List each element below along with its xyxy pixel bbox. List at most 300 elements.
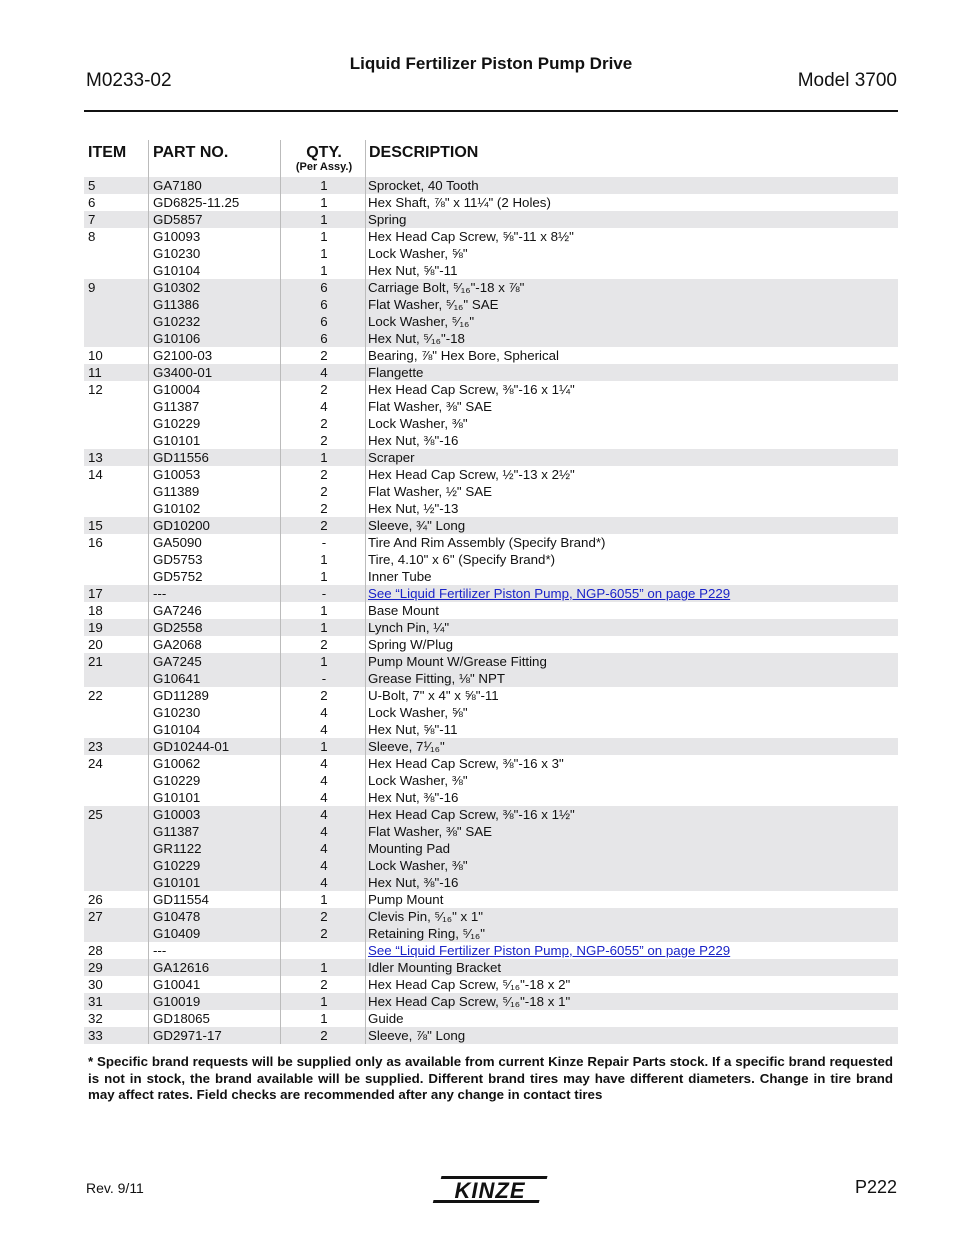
item-number: 16 — [88, 535, 103, 550]
part-number: G10302 — [153, 280, 201, 295]
model-label: Model 3700 — [797, 70, 897, 91]
description: Sleeve, 7¹⁄₁₆" — [368, 739, 445, 754]
table-row — [84, 687, 898, 704]
quantity: 2 — [320, 433, 328, 448]
item-group — [84, 211, 898, 228]
quantity: 4 — [320, 365, 328, 380]
part-number: GA7246 — [153, 603, 202, 618]
part-number: G10229 — [153, 858, 201, 873]
column-divider — [280, 517, 281, 534]
column-divider — [280, 653, 281, 687]
description-cell — [368, 942, 730, 959]
table-row — [84, 398, 898, 415]
column-divider — [365, 364, 366, 381]
item-group — [84, 534, 898, 585]
column-divider — [148, 517, 149, 534]
description: Tire, 4.10" x 6" (Specify Brand*) — [368, 552, 556, 567]
table-row — [84, 568, 898, 585]
column-divider — [365, 194, 366, 211]
kinze-logo — [430, 1174, 550, 1206]
column-divider — [280, 959, 281, 976]
column-divider — [148, 891, 149, 908]
description: Retaining Ring, ⁵⁄₁₆" — [368, 926, 485, 941]
item-number: 19 — [88, 620, 103, 635]
column-divider — [280, 1010, 281, 1027]
table-row — [84, 959, 898, 976]
table-row — [84, 636, 898, 653]
column-divider — [365, 942, 366, 959]
part-number: GA5090 — [153, 535, 202, 550]
column-divider — [148, 619, 149, 636]
column-divider — [280, 585, 281, 602]
quantity: 2 — [320, 1028, 328, 1043]
description: Sprocket, 40 Tooth — [368, 178, 479, 193]
column-divider — [365, 993, 366, 1010]
table-row — [84, 228, 898, 245]
quantity: 2 — [320, 637, 328, 652]
part-number: G10102 — [153, 501, 201, 516]
table-row — [84, 313, 898, 330]
column-divider — [148, 653, 149, 687]
quantity: 6 — [320, 331, 328, 346]
item-number: 6 — [88, 195, 96, 210]
column-divider — [280, 194, 281, 211]
part-number: GD11289 — [153, 688, 209, 703]
column-divider — [365, 891, 366, 908]
quantity: 1 — [320, 178, 328, 193]
column-divider — [365, 755, 366, 806]
table-row — [84, 976, 898, 993]
description: Lock Washer, ⅜" — [368, 858, 468, 873]
column-divider — [280, 976, 281, 993]
item-group — [84, 177, 898, 194]
item-group — [84, 959, 898, 976]
item-number: 20 — [88, 637, 103, 652]
description: Sleeve, ¾" Long — [368, 518, 466, 533]
quantity: 2 — [320, 382, 328, 397]
table-row — [84, 755, 898, 772]
quantity: 4 — [320, 705, 328, 720]
item-number: 27 — [88, 909, 103, 924]
quantity: - — [321, 535, 327, 550]
description: Lock Washer, ⁵⁄₁₆" — [368, 314, 475, 329]
description: Spring — [368, 212, 407, 227]
item-number: 17 — [88, 586, 103, 601]
description: U-Bolt, 7" x 4" x ⅝"-11 — [368, 688, 499, 703]
item-group — [84, 636, 898, 653]
item-group — [84, 466, 898, 517]
table-row — [84, 432, 898, 449]
column-divider — [280, 534, 281, 585]
quantity: 6 — [320, 314, 328, 329]
column-divider — [280, 364, 281, 381]
quantity: 4 — [320, 756, 328, 771]
part-number: GA2068 — [153, 637, 202, 652]
column-divider — [365, 976, 366, 993]
description: Idler Mounting Bracket — [368, 960, 502, 975]
column-divider — [148, 466, 149, 517]
item-group — [84, 347, 898, 364]
document-id: M0233-02 — [86, 70, 172, 91]
col-qty-subheader: (Per Assy.) — [295, 161, 353, 173]
column-divider — [280, 619, 281, 636]
item-group — [84, 738, 898, 755]
column-divider — [365, 806, 366, 891]
item-group — [84, 449, 898, 466]
table-row — [84, 1010, 898, 1027]
column-divider — [148, 738, 149, 755]
column-divider — [365, 517, 366, 534]
quantity: 1 — [320, 246, 328, 261]
quantity: 2 — [320, 501, 328, 516]
description: Guide — [368, 1011, 404, 1026]
table-row — [84, 891, 898, 908]
column-divider — [365, 959, 366, 976]
part-number: G10053 — [153, 467, 201, 482]
item-group — [84, 993, 898, 1010]
description: Hex Head Cap Screw, ½"-13 x 2½" — [368, 467, 575, 482]
table-row — [84, 245, 898, 262]
part-number: GA7245 — [153, 654, 202, 669]
column-divider — [280, 140, 281, 177]
quantity: 6 — [320, 280, 328, 295]
description: Lock Washer, ⅜" — [368, 416, 468, 431]
item-group — [84, 228, 898, 279]
quantity: 4 — [320, 790, 328, 805]
quantity: 1 — [320, 450, 328, 465]
part-number: G10409 — [153, 926, 201, 941]
item-number: 31 — [88, 994, 103, 1009]
item-group — [84, 381, 898, 449]
column-divider — [148, 381, 149, 449]
quantity: - — [321, 671, 327, 686]
column-divider — [280, 177, 281, 194]
column-divider — [280, 908, 281, 942]
table-row — [84, 585, 898, 602]
col-qty-header: QTY. — [306, 144, 342, 161]
description: Hex Nut, ⅝"-11 — [368, 722, 458, 737]
item-group — [84, 279, 898, 347]
table-row — [84, 296, 898, 313]
part-number: GD5857 — [153, 212, 203, 227]
column-divider — [280, 279, 281, 347]
part-number: GD11554 — [153, 892, 209, 907]
column-divider — [148, 976, 149, 993]
item-number: 8 — [88, 229, 96, 244]
column-divider — [148, 228, 149, 279]
quantity: 1 — [320, 569, 328, 584]
column-divider — [365, 228, 366, 279]
description: Lock Washer, ⅜" — [368, 773, 468, 788]
column-divider — [148, 279, 149, 347]
item-group — [84, 942, 898, 959]
part-number: G10641 — [153, 671, 201, 686]
item-group — [84, 755, 898, 806]
part-number: G3400-01 — [153, 365, 213, 380]
description: Hex Head Cap Screw, ⅜"-16 x 1¼" — [368, 382, 575, 397]
item-number: 24 — [88, 756, 103, 771]
column-divider — [148, 687, 149, 738]
column-divider — [365, 653, 366, 687]
part-number: G10101 — [153, 875, 201, 890]
description: Grease Fitting, ⅛" NPT — [368, 671, 505, 686]
part-number: G11387 — [153, 399, 200, 414]
table-row — [84, 925, 898, 942]
column-divider — [365, 534, 366, 585]
item-group — [84, 908, 898, 942]
item-group — [84, 194, 898, 211]
part-number: GR1122 — [153, 841, 202, 856]
table-row — [84, 483, 898, 500]
description: Flat Washer, ⅜" SAE — [368, 399, 492, 414]
description: Flat Washer, ⅜" SAE — [368, 824, 492, 839]
quantity: 2 — [320, 688, 328, 703]
quantity: 4 — [320, 399, 328, 414]
column-divider — [148, 993, 149, 1010]
table-row — [84, 330, 898, 347]
part-number: G10106 — [153, 331, 201, 346]
col-desc-header: DESCRIPTION — [369, 144, 479, 161]
quantity: 2 — [320, 416, 328, 431]
item-number: 26 — [88, 892, 103, 907]
item-number: 14 — [88, 467, 103, 482]
column-divider — [280, 755, 281, 806]
item-group — [84, 585, 898, 602]
quantity: 2 — [320, 484, 328, 499]
part-number: GD11556 — [153, 450, 209, 465]
column-divider — [280, 228, 281, 279]
column-divider — [148, 585, 149, 602]
quantity: 1 — [320, 739, 328, 754]
description: Hex Head Cap Screw, ⅝"-11 x 8½" — [368, 229, 574, 244]
column-divider — [365, 381, 366, 449]
column-divider — [365, 636, 366, 653]
part-number: GA7180 — [153, 178, 202, 193]
column-divider — [365, 1027, 366, 1044]
part-number: G10230 — [153, 246, 201, 261]
item-group — [84, 1027, 898, 1044]
part-number: G11386 — [153, 297, 200, 312]
quantity: 1 — [320, 892, 328, 907]
quantity: 1 — [320, 1011, 328, 1026]
item-number: 21 — [88, 654, 103, 669]
column-divider — [148, 1027, 149, 1044]
column-divider — [148, 211, 149, 228]
quantity: 1 — [320, 229, 328, 244]
quantity: 1 — [320, 263, 328, 278]
part-number: GA12616 — [153, 960, 210, 975]
table-row — [84, 262, 898, 279]
part-number: G11387 — [153, 824, 200, 839]
item-group — [84, 517, 898, 534]
column-divider — [365, 347, 366, 364]
part-number: GD5752 — [153, 569, 203, 584]
table-row — [84, 449, 898, 466]
column-divider — [365, 140, 366, 177]
quantity: 1 — [320, 195, 328, 210]
description: Hex Shaft, ⅞" x 11¼" (2 Holes) — [368, 195, 551, 210]
table-row — [84, 194, 898, 211]
quantity: 1 — [320, 552, 328, 567]
cross-reference-link[interactable]: See “Liquid Fertilizer Piston Pump, NGP-6055” on page P229 — [368, 943, 731, 958]
column-divider — [148, 364, 149, 381]
item-number: 25 — [88, 807, 103, 822]
page-number: P222 — [854, 1177, 897, 1197]
quantity: 1 — [320, 603, 328, 618]
column-divider — [148, 755, 149, 806]
part-number: --- — [153, 586, 167, 601]
table-row — [84, 500, 898, 517]
item-number: 12 — [88, 382, 103, 397]
item-number: 10 — [88, 348, 103, 363]
part-number: G10101 — [153, 790, 201, 805]
part-number: GD2971-17 — [153, 1028, 222, 1043]
table-row — [84, 466, 898, 483]
column-divider — [365, 619, 366, 636]
description: Bearing, ⅞" Hex Bore, Spherical — [368, 348, 559, 363]
part-number: GD10244-01 — [153, 739, 230, 754]
part-number: G10232 — [153, 314, 201, 329]
description: Mounting Pad — [368, 841, 451, 856]
table-row — [84, 789, 898, 806]
quantity: 4 — [320, 824, 328, 839]
column-divider — [365, 687, 366, 738]
quantity: 4 — [320, 841, 328, 856]
column-divider — [365, 602, 366, 619]
description: Hex Nut, ⅜"-16 — [368, 433, 459, 448]
description: Carriage Bolt, ⁵⁄₁₆"-18 x ⅞" — [368, 280, 525, 295]
column-divider — [280, 381, 281, 449]
column-divider — [148, 942, 149, 959]
item-number: 32 — [88, 1011, 103, 1026]
column-divider — [148, 602, 149, 619]
column-divider — [280, 466, 281, 517]
description: Flat Washer, ½" SAE — [368, 484, 492, 499]
column-divider — [280, 993, 281, 1010]
description: Lock Washer, ⅝" — [368, 246, 468, 261]
table-body — [84, 177, 898, 1044]
column-divider — [280, 687, 281, 738]
page-title: Liquid Fertilizer Piston Pump Drive — [349, 54, 633, 73]
column-divider — [148, 534, 149, 585]
item-group — [84, 687, 898, 738]
column-divider — [365, 279, 366, 347]
part-number: GD18065 — [153, 1011, 210, 1026]
column-divider — [148, 347, 149, 364]
description: Scraper — [368, 450, 415, 465]
column-divider — [280, 347, 281, 364]
item-number: 5 — [88, 178, 96, 193]
part-number: G10230 — [153, 705, 201, 720]
description: Hex Head Cap Screw, ⁵⁄₁₆"-18 x 2" — [368, 977, 571, 992]
item-number: 29 — [88, 960, 103, 975]
quantity: 1 — [320, 212, 328, 227]
description: Sleeve, ⅞" Long — [368, 1028, 466, 1043]
part-number: GD6825-11.25 — [153, 195, 240, 210]
description: Flat Washer, ⁵⁄₁₆" SAE — [368, 297, 499, 312]
column-divider — [280, 449, 281, 466]
column-divider — [148, 194, 149, 211]
quantity: - — [321, 586, 327, 601]
part-number: G10104 — [153, 263, 201, 278]
column-divider — [280, 738, 281, 755]
table-row — [84, 823, 898, 840]
quantity: 6 — [320, 297, 328, 312]
cross-reference-link[interactable]: See “Liquid Fertilizer Piston Pump, NGP-6055” on page P229 — [368, 586, 731, 601]
column-divider — [148, 959, 149, 976]
description: Base Mount — [368, 603, 439, 618]
parts-table — [84, 140, 898, 1044]
column-divider — [148, 636, 149, 653]
description: Lynch Pin, ¼" — [368, 620, 450, 635]
column-divider — [148, 177, 149, 194]
table-row — [84, 517, 898, 534]
table-header — [84, 140, 898, 177]
table-row — [84, 653, 898, 670]
quantity: 4 — [320, 807, 328, 822]
description: Hex Head Cap Screw, ⁵⁄₁₆"-18 x 1" — [368, 994, 571, 1009]
part-number: G10229 — [153, 416, 201, 431]
description: Pump Mount — [368, 892, 444, 907]
table-row — [84, 704, 898, 721]
table-row — [84, 364, 898, 381]
column-divider — [148, 449, 149, 466]
column-divider — [365, 177, 366, 194]
quantity: 2 — [320, 977, 328, 992]
description: Clevis Pin, ⁵⁄₁₆" x 1" — [368, 909, 483, 924]
item-number: 9 — [88, 280, 96, 295]
part-number: GD10200 — [153, 518, 210, 533]
item-number: 13 — [88, 450, 103, 465]
column-divider — [365, 908, 366, 942]
table-row — [84, 670, 898, 687]
part-number: G10478 — [153, 909, 201, 924]
table-row — [84, 874, 898, 891]
part-number: G10041 — [153, 977, 201, 992]
column-divider — [280, 211, 281, 228]
table-row — [84, 347, 898, 364]
description: Tire And Rim Assembly (Specify Brand*) — [368, 535, 606, 550]
column-divider — [280, 891, 281, 908]
column-divider — [148, 806, 149, 891]
item-group — [84, 364, 898, 381]
item-group — [84, 891, 898, 908]
item-number: 23 — [88, 739, 103, 754]
item-group — [84, 619, 898, 636]
logo-wordmark: KINZE — [454, 1178, 526, 1203]
part-number: --- — [153, 943, 167, 958]
quantity: 2 — [320, 909, 328, 924]
table-row — [84, 619, 898, 636]
item-number: 30 — [88, 977, 103, 992]
quantity: 2 — [320, 467, 328, 482]
item-number: 28 — [88, 943, 103, 958]
description-cell — [368, 585, 730, 602]
revision-label: Rev. 9/11 — [86, 1180, 144, 1196]
column-divider — [280, 806, 281, 891]
part-number: G10004 — [153, 382, 201, 397]
item-number: 11 — [88, 365, 102, 380]
quantity: 2 — [320, 926, 328, 941]
quantity: 1 — [320, 620, 328, 635]
column-divider — [365, 1010, 366, 1027]
table-row — [84, 279, 898, 296]
item-number: 22 — [88, 688, 103, 703]
item-group — [84, 602, 898, 619]
part-number: G11389 — [153, 484, 200, 499]
description: Pump Mount W/Grease Fitting — [368, 654, 547, 669]
table-row — [84, 908, 898, 925]
